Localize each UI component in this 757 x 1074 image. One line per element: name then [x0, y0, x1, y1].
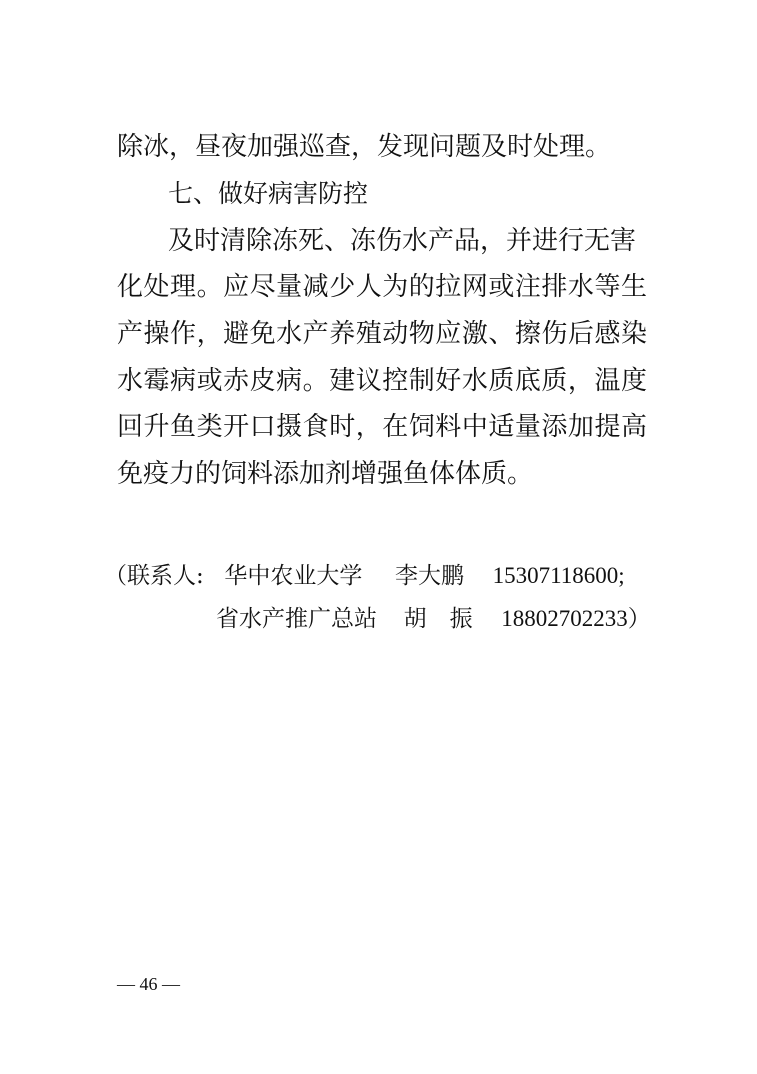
paragraph-main-line-5: 回升鱼类开口摄食时，在饲料中适量添加提高: [117, 412, 647, 442]
contact-label: 联系人:: [127, 563, 204, 589]
contact-close-paren: ）: [627, 606, 651, 632]
contact-1-org: 华中农业大学: [224, 563, 363, 589]
paragraph-main-line-2: 化处理。应尽量减少人为的拉网或注排水等生: [117, 272, 647, 302]
contact-1-name: 李大鹏: [395, 563, 464, 589]
page-number: — 46 —: [117, 974, 180, 994]
paragraph-prev-line-1: 除冰，昼夜加强巡查，发现问题及时处理。: [117, 132, 612, 162]
contact-open-paren: （: [104, 563, 127, 589]
paragraph-main-line-4: 水霉病或赤皮病。建议控制好水质底质，温度: [117, 366, 647, 396]
contact-2-org: 省水产推广总站: [216, 606, 377, 632]
contact-line-1: [104, 559, 625, 593]
paragraph-main-line-1: 及时清除冻死、冻伤水产品，并进行无害: [168, 226, 637, 256]
paragraph-main-line-6: 免疫力的饲料添加剂增强鱼体体质。: [117, 459, 534, 489]
contact-line-2: [216, 602, 651, 636]
contact-1-phone: 15307118600;: [492, 563, 625, 588]
section-heading: 七、做好病害防控: [168, 179, 369, 208]
contact-2-phone: 18802702233: [501, 606, 628, 631]
contact-2-name: 胡 振: [403, 606, 473, 632]
paragraph-main-line-3: 产操作，避免水产养殖动物应激、擦伤后感染: [117, 319, 647, 349]
